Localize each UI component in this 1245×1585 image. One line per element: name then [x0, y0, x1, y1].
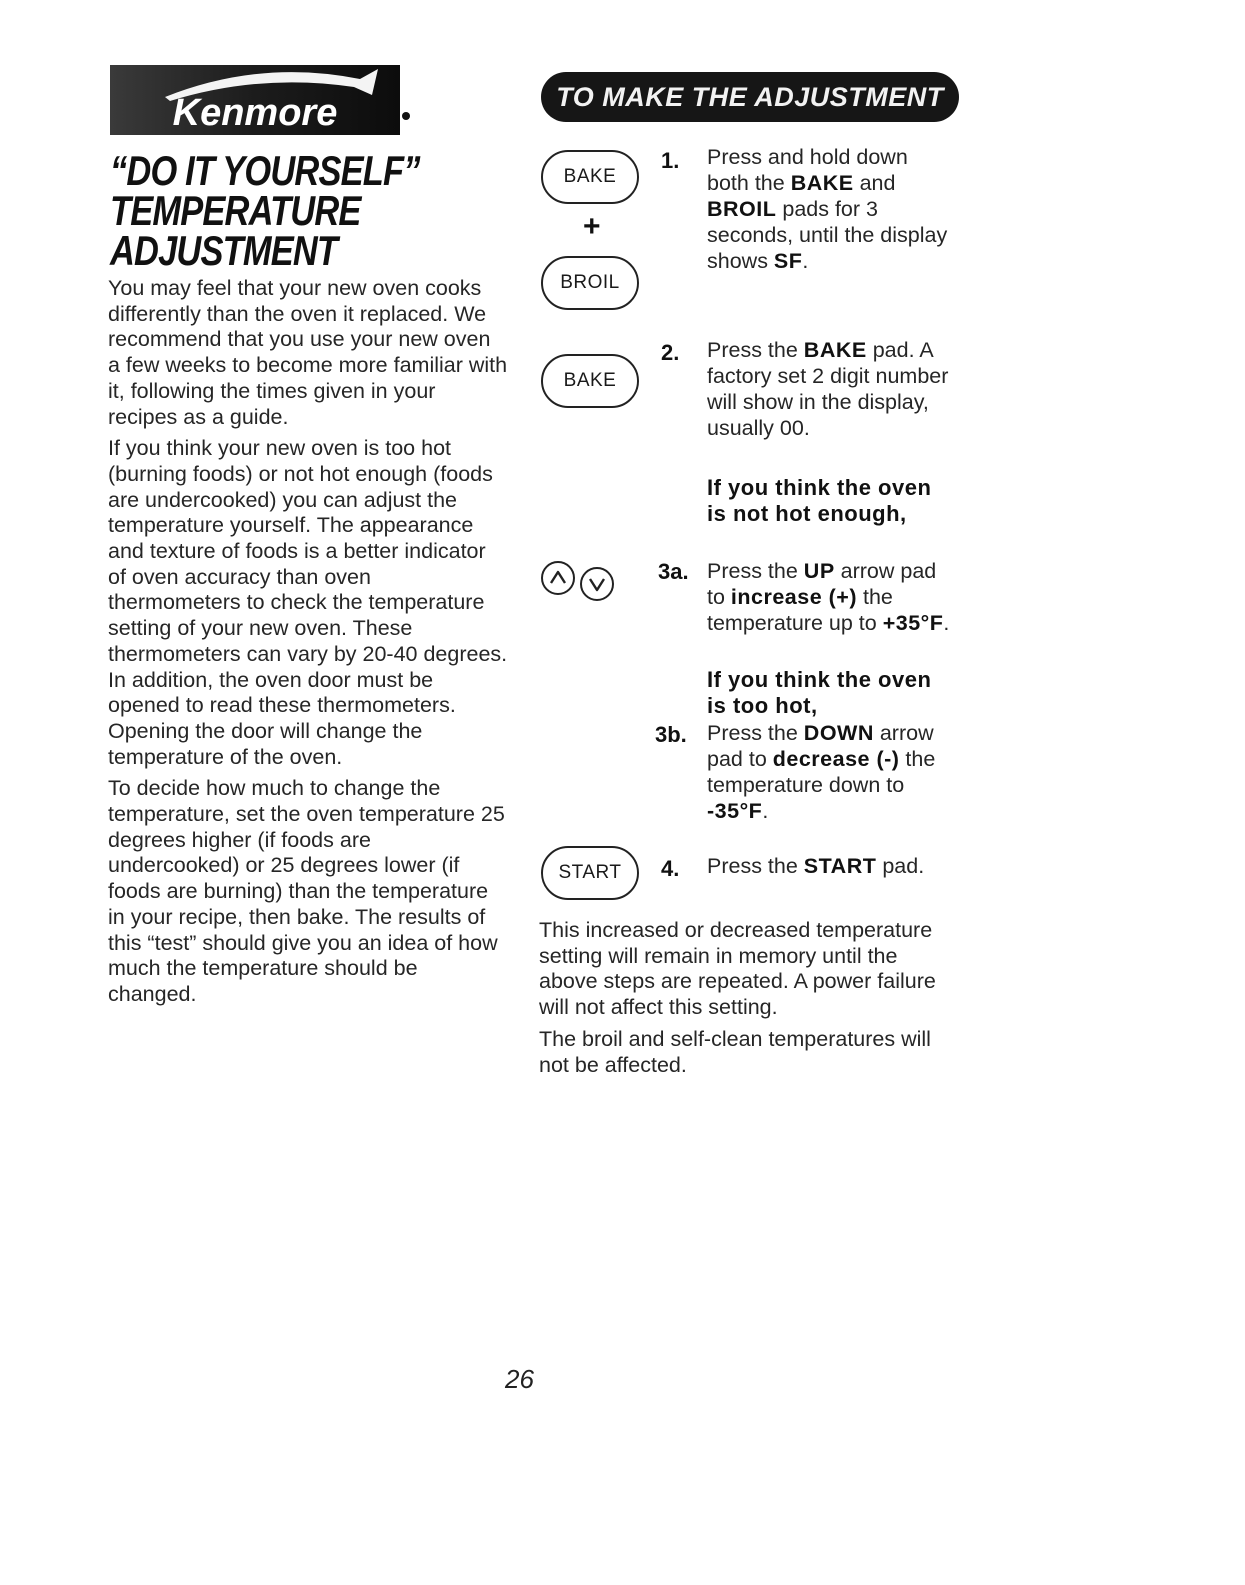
intro-paragraph: You may feel that your new oven cooks differently than the oven it replaced. We recommend that you use your new oven a few weeks to become more familiar with it, following the times given in your recipes as a guide. [108, 276, 508, 429]
step-2-text: Press the BAKE pad. A factory set 2 digit number will show in the display, usually 00. [707, 338, 949, 440]
title-line-3: ADJUSTMENT [110, 227, 338, 274]
registered-dot [402, 112, 410, 120]
note-paragraph: The broil and self-clean temperatures will not be affected. [539, 1026, 931, 1077]
up-arrow-pad[interactable] [541, 561, 575, 595]
intro-paragraph: To decide how much to change the temperature, set the oven temperature 25 degrees higher (if foods are undercooked) or 25 degrees lower (if foods are burning) than the temperature in your recipe, then bake. The results of this “test” should give you an idea of how much the temperature should be changed. [108, 776, 505, 1006]
bake-pad[interactable]: BAKE [541, 354, 639, 408]
logo-text: Kenmore [172, 92, 338, 134]
step-number: 1. [661, 148, 680, 173]
start-pad[interactable]: START [541, 846, 639, 900]
broil-pad[interactable]: BROIL [541, 256, 639, 310]
kenmore-logo [110, 65, 400, 135]
step-3b-text: Press the DOWN arrow pad to decrease (-) the temperature down to -35°F. [707, 721, 936, 823]
page-number: 26 [505, 1364, 534, 1394]
bake-pad[interactable]: BAKE [541, 150, 639, 204]
step-1-text: Press and hold down both the BAKE and BROIL pads for 3 seconds, until the display shows SF. [707, 145, 948, 273]
adjustment-notes [539, 918, 959, 1084]
title-line-2: TEMPERATURE [110, 187, 361, 234]
up-arrow-icon [548, 568, 568, 588]
adjustment-header: TO MAKE THE ADJUSTMENT [541, 72, 959, 122]
step-3a-text: Press the UP arrow pad to increase (+) the temperature up to +35°F. [707, 559, 950, 635]
down-arrow-icon [587, 574, 607, 594]
step-number: 3a. [658, 559, 689, 584]
note-paragraph: This increased or decreased temperature setting will remain in memory until the above steps are repeated. A power failure will not affect this setting. [539, 918, 936, 1020]
condition-too-hot: If you think the oven is too hot, [707, 667, 932, 718]
down-arrow-pad[interactable] [580, 567, 614, 601]
step-number: 4. [661, 856, 680, 881]
step-number: 2. [661, 340, 680, 365]
step-number: 3b. [655, 722, 687, 747]
step-4-text: Press the START pad. [707, 854, 925, 878]
intro-text [108, 276, 508, 1014]
title-line-1: “DO IT YOURSELF” [110, 147, 420, 194]
condition-not-hot: If you think the oven is not hot enough, [707, 475, 932, 526]
plus-sign: + [583, 210, 601, 243]
intro-paragraph: If you think your new oven is too hot (burning foods) or not hot enough (foods are undercooked) you can adjust the temperature yourself. The appearance and texture of foods is a better indicator of oven accuracy than oven thermometers to check the temperature setting of your new oven. These thermometers can vary by 20-40 degrees. In addition, the oven door must be opened to read these thermometers. Opening the door will change the temperature of the oven. [108, 436, 508, 769]
